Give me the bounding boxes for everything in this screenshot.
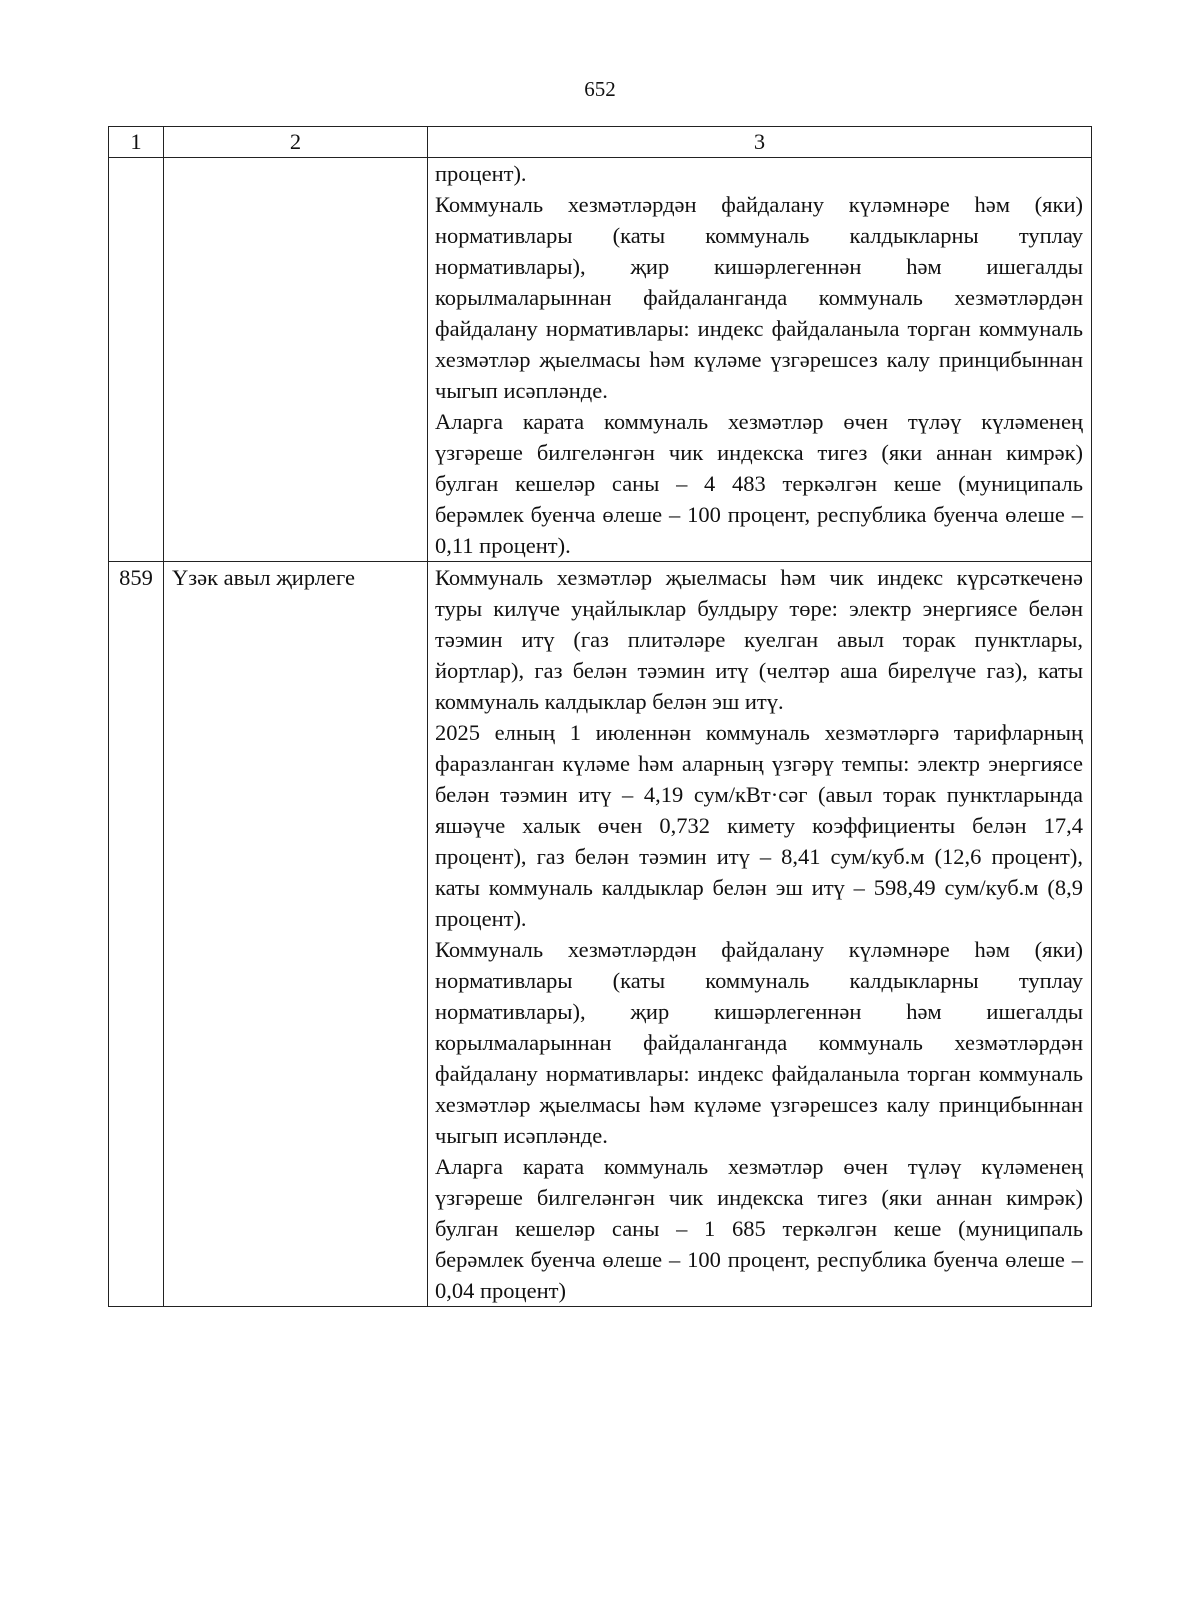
description-paragraph: Коммуналь хезмәтләрдән файдалану күләмнәре һәм (яки) нормативлары (каты коммуналь калдыкларны туплау нормативлары), җир кишәрлегеннән һәм ишегалды корылмаларыннан файдаланганда коммуналь хезмәтләрдән файдалану нормативлары: индекс файдаланыла торган коммуналь хезмәтләр җыелмасы һәм күләме үзгәрешсез калу принцибыннан чыгып исәпләнде. — [435, 937, 1083, 1148]
column-header-1: 1 — [109, 127, 164, 158]
table-row — [109, 158, 1092, 562]
table-row — [109, 562, 1092, 1307]
description-paragraph: Коммуналь хезмәтләрдән файдалану күләмнәре һәм (яки) нормативлары (каты коммуналь калдыкларны туплау нормативлары), җир кишәрлегеннән һәм ишегалды корылмаларыннан файдаланганда коммуналь хезмәтләрдән файдалану нормативлары: индекс файдаланыла торган коммуналь хезмәтләр җыелмасы һәм күләме үзгәрешсез калу принцибыннан чыгып исәпләнде. — [435, 192, 1083, 403]
row-number-cell — [109, 158, 164, 562]
description-cell — [428, 158, 1092, 562]
description-paragraph: Аларга карата коммуналь хезмәтләр өчен түләү күләменең үзгәреше билгеләнгән чик индекска тигез (яки аннан кимрәк) булган кешеләр саны – 4 483 теркәлгән кеше (муниципаль берәмлек буенча өлеше – 100 процент, республика буенча өлеше – 0,11 процент). — [435, 409, 1083, 558]
page-number: 652 — [584, 77, 616, 101]
description-cell — [428, 562, 1092, 1307]
description-paragraph: процент). — [435, 161, 527, 186]
description-paragraph: Аларга карата коммуналь хезмәтләр өчен түләү күләменең үзгәреше билгеләнгән чик индекска тигез (яки аннан кимрәк) булган кешеләр саны – 1 685 теркәлгән кеше (муниципаль берәмлек буенча өлеше – 100 процент, республика буенча өлеше – 0,04 процент) — [435, 1154, 1083, 1303]
settlement-name-cell: Үзәк авыл җирлеге — [164, 562, 428, 1307]
column-header-3: 3 — [428, 127, 1092, 158]
settlement-name-cell — [164, 158, 428, 562]
table-header-row — [109, 127, 1092, 158]
column-header-2: 2 — [164, 127, 428, 158]
document-table — [108, 126, 1092, 1307]
description-paragraph: Коммуналь хезмәтләр җыелмасы һәм чик индекс күрсәткеченә туры килүче уңайлыклар булдыру төре: электр энергиясе белән тәэмин итү (газ плитәләре куелган авыл торак пунктлары, йортлар), газ белән тәэмин итү (челтәр аша бирелүче газ), каты коммуналь калдыклар белән эш итү. — [435, 565, 1083, 714]
description-paragraph: 2025 елның 1 июленнән коммуналь хезмәтләргә тарифларның фаразланган күләме һәм аларның үзгәрү темпы: электр энергиясе белән тәэмин итү – 4,19 сум/кВт·сәг (авыл торак пунктларында яшәүче халык өчен 0,732 кимету коэффициенты белән 17,4 процент), газ белән тәэмин итү – 8,41 сум/куб.м (12,6 процент), каты коммуналь калдыклар белән эш итү – 598,49 сум/куб.м (8,9 процент). — [435, 720, 1083, 931]
row-number-cell: 859 — [109, 562, 164, 1307]
